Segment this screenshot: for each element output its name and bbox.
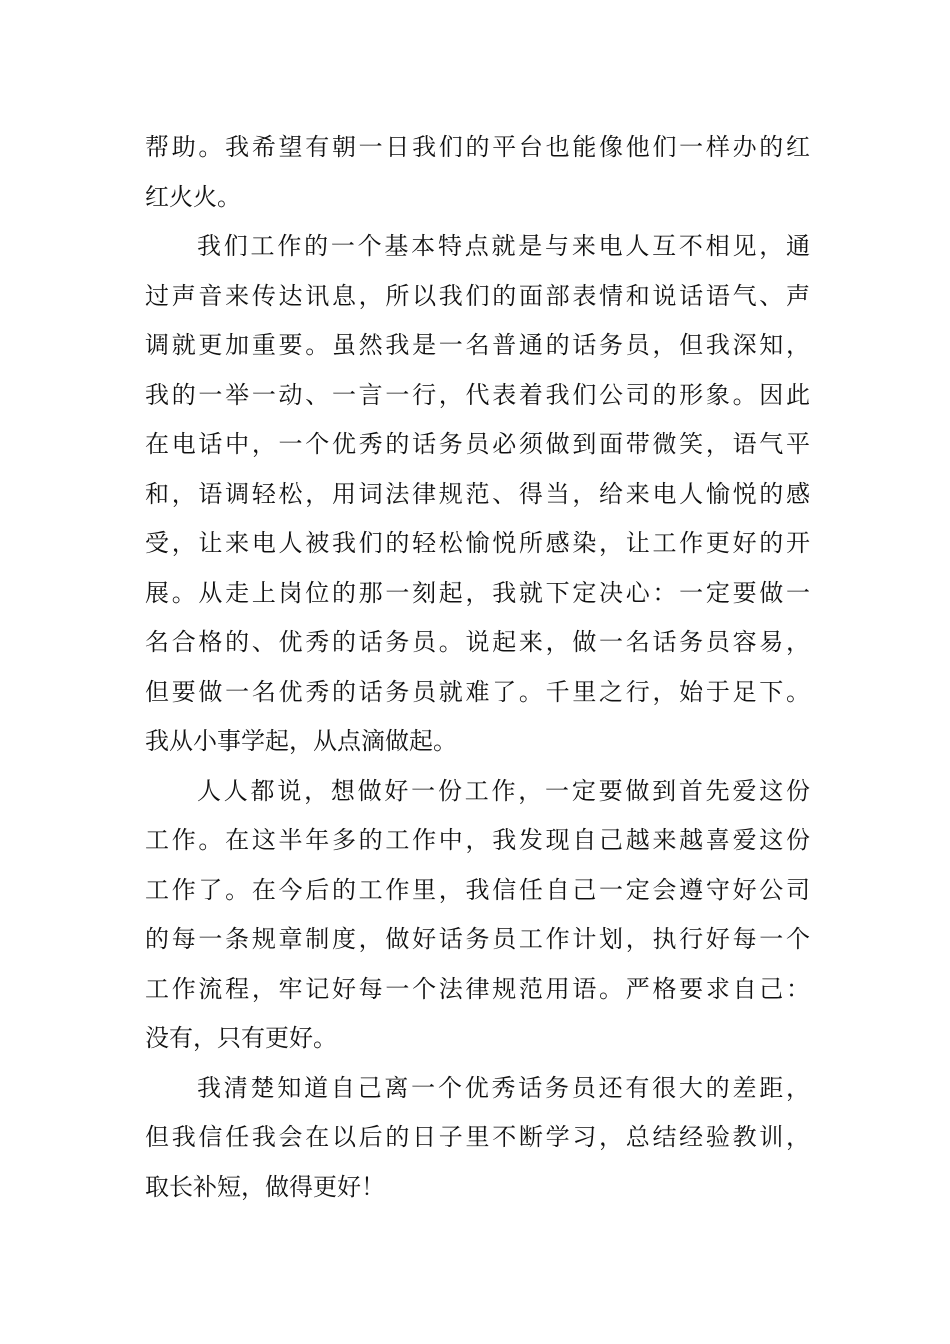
text-line: 但要做一名优秀的话务员就难了。千里之行，始于足下。 <box>145 677 810 706</box>
document-body <box>145 123 810 1212</box>
text-line: 展。从走上岗位的那一刻起，我就下定决心：一定要做一 <box>145 578 810 607</box>
text-line: 调就更加重要。虽然我是一名普通的话务员，但我深知， <box>145 331 810 359</box>
text-line: 人人都说，想做好一份工作，一定要做到首先爱这份 <box>197 776 810 805</box>
text-line: 在电话中，一个优秀的话务员必须做到面带微笑，语气平 <box>145 430 810 458</box>
text-line: 没有，只有更好。 <box>145 1024 337 1052</box>
text-line: 受，让来电人被我们的轻松愉悦所感染，让工作更好的开 <box>145 529 810 557</box>
text-line: 帮助。我希望有朝一日我们的平台也能像他们一样办的红 <box>145 133 810 161</box>
text-line: 我的一举一动、一言一行，代表着我们公司的形象。因此 <box>145 380 810 409</box>
text-line: 工作。在这半年多的工作中，我发现自己越来越喜爱这份 <box>145 826 810 854</box>
text-line: 工作了。在今后的工作里，我信任自己一定会遵守好公司 <box>145 875 810 904</box>
text-line: 的每一条规章制度，做好话务员工作计划，执行好每一个 <box>145 925 810 953</box>
text-line: 过声音来传达讯息，所以我们的面部表情和说话语气、声 <box>145 281 810 310</box>
text-line: 红火火。 <box>145 182 241 211</box>
text-line: 我清楚知道自己离一个优秀话务员还有很大的差距， <box>197 1073 810 1102</box>
text-line: 我们工作的一个基本特点就是与来电人互不相见，通 <box>197 232 810 260</box>
text-line: 取长补短，做得更好！ <box>145 1172 385 1201</box>
text-line: 名合格的、优秀的话务员。说起来，做一名话务员容易， <box>145 628 810 656</box>
text-line: 我从小事学起，从点滴做起。 <box>145 727 457 755</box>
text-line: 和，语调轻松，用词法律规范、得当，给来电人愉悦的感 <box>145 479 810 508</box>
text-line: 工作流程，牢记好每一个法律规范用语。严格要求自己： <box>145 974 810 1003</box>
text-line: 但我信任我会在以后的日子里不断学习，总结经验教训， <box>145 1123 810 1151</box>
